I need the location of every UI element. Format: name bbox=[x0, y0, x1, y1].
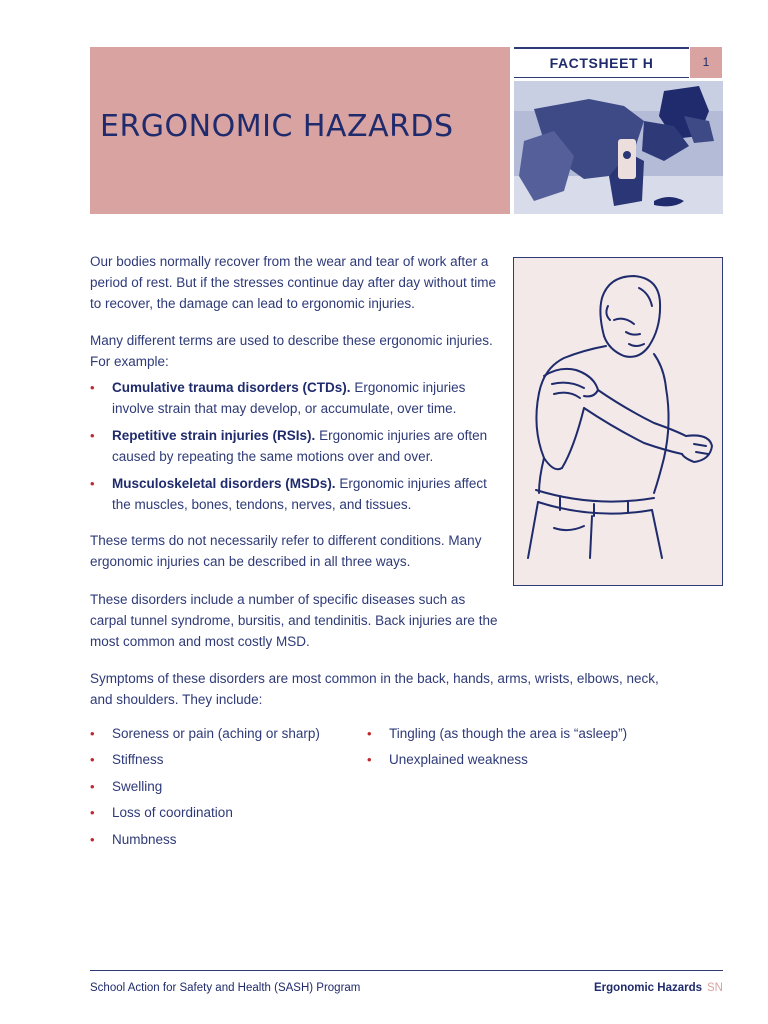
list-item: • Soreness or pain (aching or sharp) bbox=[90, 724, 360, 743]
term-description: Ergonomic injuries involve strain that may develop, or accumulate, over time. bbox=[112, 380, 466, 416]
intro-paragraph: Our bodies normally recover from the wear and tear of work after a period of rest. But if the stresses continue day after day without time to recover, the damage can lead to ergonomic injuries. bbox=[90, 254, 496, 311]
terms-note-paragraph: These terms do not necessarily refer to different conditions. Many ergonomic injuries can be described in all three ways. bbox=[90, 533, 482, 569]
shoulder-pain-drawing bbox=[514, 258, 722, 585]
worker-photo-graphic bbox=[514, 81, 723, 214]
disorders-paragraph: These disorders include a number of specific diseases such as carpal tunnel syndrome, bursitis, and tendinitis. Back injuries are the most common and most costly MSD. bbox=[90, 592, 498, 649]
list-item bbox=[90, 425, 500, 467]
footer-divider bbox=[90, 970, 723, 971]
footer-program: School Action for Safety and Health (SASH) Program bbox=[90, 982, 361, 994]
terms-intro-paragraph: Many different terms are used to describe these ergonomic injuries. For example: bbox=[90, 333, 493, 369]
footer-title: Ergonomic Hazards bbox=[594, 982, 703, 994]
symptoms-intro-paragraph: Symptoms of these disorders are most common in the back, hands, arms, wrists, elbows, neck, and shoulders. They include: bbox=[90, 671, 659, 707]
footer-doc-title bbox=[594, 982, 723, 994]
page-number: 1 bbox=[690, 47, 722, 78]
symptoms-list-right bbox=[367, 724, 707, 777]
list-item: • Stiffness bbox=[90, 750, 360, 769]
term-name: Repetitive strain injuries (RSIs). bbox=[112, 428, 316, 443]
list-item: • Unexplained weakness bbox=[367, 750, 707, 769]
term-description: Ergonomic injuries are often caused by repeating the same motions over and over. bbox=[112, 428, 488, 464]
term-description: Ergonomic injuries affect the muscles, bones, tendons, nerves, and tissues. bbox=[112, 476, 487, 512]
factsheet-label: FACTSHEET H bbox=[514, 47, 689, 78]
list-item bbox=[90, 473, 500, 515]
title-banner bbox=[90, 47, 510, 214]
list-item: • Swelling bbox=[90, 777, 360, 796]
term-name: Cumulative trauma disorders (CTDs). bbox=[112, 380, 351, 395]
term-name: Musculoskeletal disorders (MSDs). bbox=[112, 476, 336, 491]
list-item: • Tingling (as though the area is “asleep”) bbox=[367, 724, 707, 743]
footer-suffix: SN bbox=[707, 982, 723, 994]
worker-photo bbox=[514, 81, 723, 214]
shoulder-pain-illustration bbox=[513, 257, 723, 586]
symptoms-list-left bbox=[90, 724, 360, 856]
terms-list bbox=[90, 377, 500, 521]
list-item bbox=[90, 377, 500, 419]
list-item: • Numbness bbox=[90, 830, 360, 849]
list-item: • Loss of coordination bbox=[90, 803, 360, 822]
page-title: ERGONOMIC HAZARDS bbox=[100, 109, 454, 144]
